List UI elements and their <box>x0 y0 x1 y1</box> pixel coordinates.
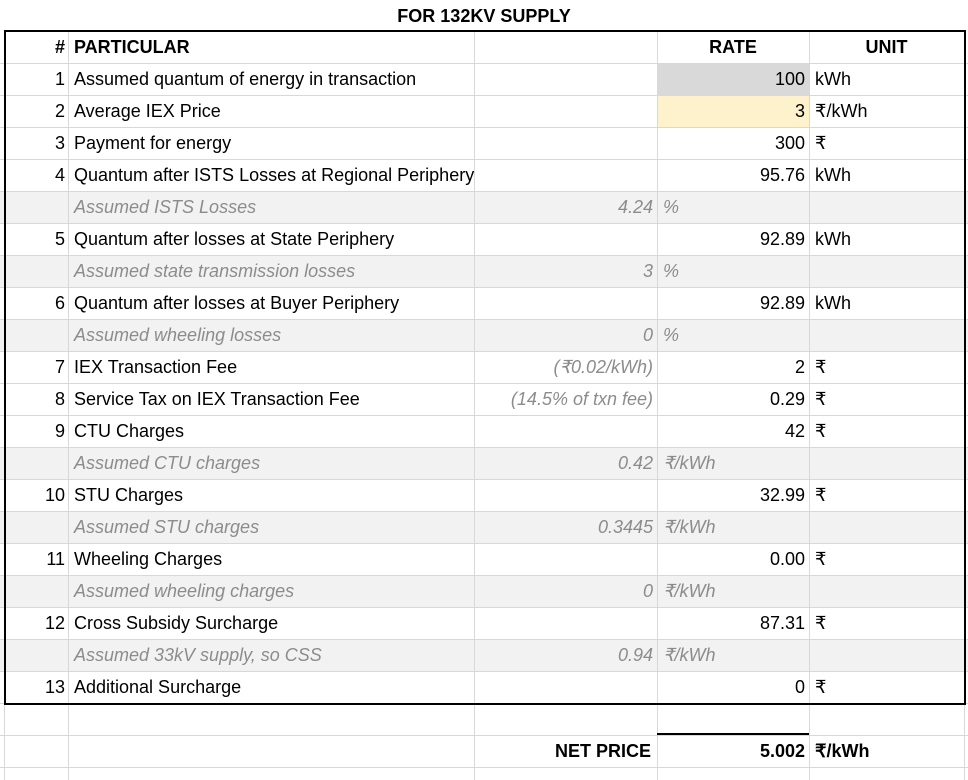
assumption-unit[interactable]: ₹/kWh <box>663 581 716 601</box>
assumption-value[interactable]: 0.3445 <box>597 517 653 537</box>
rate-cell[interactable]: 3 <box>657 95 809 127</box>
assumption-value[interactable]: 0.42 <box>617 453 653 473</box>
assumption-value[interactable]: 4.24 <box>617 197 653 217</box>
row-label[interactable]: Assumed ISTS Losses <box>74 197 257 217</box>
row-number[interactable]: 10 <box>44 485 65 505</box>
unit-cell[interactable]: ₹ <box>815 133 827 153</box>
assumption-unit[interactable]: % <box>663 261 680 281</box>
assumption-value[interactable]: 0 <box>642 325 653 345</box>
row-label[interactable]: Assumed wheeling losses <box>74 325 282 345</box>
rate-cell[interactable]: 92.89 <box>759 293 805 313</box>
unit-cell[interactable]: ₹ <box>815 485 827 505</box>
rate-cell[interactable]: 0.00 <box>769 549 805 569</box>
unit-cell[interactable]: ₹/kWh <box>815 101 868 121</box>
rate-cell[interactable]: 87.31 <box>759 613 805 633</box>
row-label[interactable]: IEX Transaction Fee <box>74 357 238 377</box>
row-label[interactable]: Assumed 33kV supply, so CSS <box>74 645 322 665</box>
assumption-unit[interactable]: % <box>663 325 680 345</box>
net-price-label[interactable]: NET PRICE <box>554 741 651 761</box>
param-cell[interactable]: (₹0.02/kWh) <box>553 357 653 377</box>
unit-cell[interactable]: kWh <box>815 229 851 249</box>
row-label[interactable]: Assumed wheeling charges <box>74 581 295 601</box>
rate-cell[interactable]: 300 <box>774 133 805 153</box>
row-label[interactable]: Assumed quantum of energy in transaction <box>74 69 417 89</box>
rate-cell[interactable]: 0 <box>794 677 805 697</box>
rate-cell[interactable]: 95.76 <box>759 165 805 185</box>
row-label[interactable]: Quantum after losses at State Periphery <box>74 229 395 249</box>
assumption-unit[interactable]: % <box>663 197 680 217</box>
rate-cell[interactable]: 42 <box>784 421 805 441</box>
row-label[interactable]: Quantum after losses at Buyer Periphery <box>74 293 400 313</box>
rate-cell[interactable]: 100 <box>657 63 809 95</box>
assumption-value[interactable]: 0 <box>642 581 653 601</box>
assumption-value[interactable]: 3 <box>642 261 653 281</box>
row-number[interactable]: 9 <box>54 421 65 441</box>
row-label[interactable]: Quantum after ISTS Losses at Regional Periphery <box>74 165 475 185</box>
row-number[interactable]: 13 <box>44 677 65 697</box>
header-num[interactable]: # <box>54 37 65 57</box>
grid-hline <box>0 767 968 768</box>
row-number[interactable]: 11 <box>46 549 65 569</box>
rate-cell[interactable]: 32.99 <box>759 485 805 505</box>
row-label[interactable]: Service Tax on IEX Transaction Fee <box>74 389 360 409</box>
assumption-value[interactable]: 0.94 <box>617 645 653 665</box>
row-number[interactable]: 1 <box>54 69 65 89</box>
assumption-unit[interactable]: ₹/kWh <box>663 645 716 665</box>
unit-cell[interactable]: kWh <box>815 165 851 185</box>
row-label[interactable]: CTU Charges <box>74 421 185 441</box>
assumption-unit[interactable]: ₹/kWh <box>663 517 716 537</box>
unit-cell[interactable]: kWh <box>815 69 851 89</box>
row-label[interactable]: Wheeling Charges <box>74 549 223 569</box>
net-price-row <box>0 735 968 767</box>
rate-cell[interactable]: 2 <box>794 357 805 377</box>
row-number[interactable]: 6 <box>54 293 65 313</box>
unit-cell[interactable]: ₹ <box>815 677 827 697</box>
row-label[interactable]: Cross Subsidy Surcharge <box>74 613 279 633</box>
table-border <box>4 30 966 705</box>
row-label[interactable]: Payment for energy <box>74 133 232 153</box>
row-label[interactable]: Average IEX Price <box>74 101 221 121</box>
row-number[interactable]: 5 <box>54 229 65 249</box>
header-particular[interactable]: PARTICULAR <box>74 37 190 57</box>
unit-cell[interactable]: ₹ <box>815 421 827 441</box>
rate-cell[interactable]: 0.29 <box>769 389 805 409</box>
unit-cell[interactable]: ₹ <box>815 549 827 569</box>
unit-cell[interactable]: kWh <box>815 293 851 313</box>
row-label[interactable]: STU Charges <box>74 485 184 505</box>
sheet-title: FOR 132KV SUPPLY <box>397 6 571 26</box>
row-label[interactable]: Assumed state transmission losses <box>74 261 356 281</box>
row-number[interactable]: 8 <box>54 389 65 409</box>
row-label[interactable]: Additional Surcharge <box>74 677 242 697</box>
unit-cell[interactable]: ₹ <box>815 389 827 409</box>
param-cell[interactable]: (14.5% of txn fee) <box>510 389 653 409</box>
rate-cell[interactable]: 92.89 <box>759 229 805 249</box>
row-number[interactable]: 12 <box>44 613 65 633</box>
row-label[interactable]: Assumed CTU charges <box>74 453 261 473</box>
unit-cell[interactable]: ₹ <box>815 613 827 633</box>
row-number[interactable]: 2 <box>54 101 65 121</box>
unit-cell[interactable]: ₹ <box>815 357 827 377</box>
row-number[interactable]: 3 <box>54 133 65 153</box>
net-price-unit[interactable]: ₹/kWh <box>815 741 870 761</box>
net-price-value[interactable]: 5.002 <box>759 741 805 761</box>
row-number[interactable]: 7 <box>54 357 65 377</box>
row-number[interactable]: 4 <box>54 165 65 185</box>
header-rate[interactable]: RATE <box>709 37 757 57</box>
assumption-unit[interactable]: ₹/kWh <box>663 453 716 473</box>
header-unit[interactable]: UNIT <box>865 37 908 57</box>
row-label[interactable]: Assumed STU charges <box>74 517 260 537</box>
